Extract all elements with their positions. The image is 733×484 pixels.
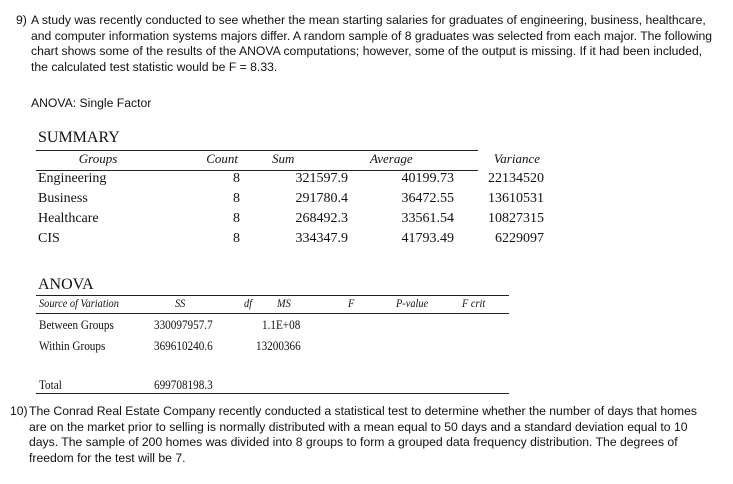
between-groups-label: Between Groups <box>39 317 114 332</box>
count-cell: 8 <box>233 211 240 226</box>
col-variance: Variance <box>493 151 540 166</box>
summary-header-row <box>38 149 544 169</box>
question-10 <box>10 404 710 466</box>
col-ss: SS <box>175 296 186 310</box>
col-f: F <box>348 296 355 310</box>
between-ms: 1.1E+08 <box>262 317 301 332</box>
summary-title: SUMMARY <box>38 129 120 146</box>
between-ss: 330097957.7 <box>154 317 213 332</box>
col-ms: MS <box>277 296 291 310</box>
within-groups-label: Within Groups <box>39 338 106 353</box>
variance-cell: 22134520 <box>488 171 544 186</box>
anova-total-rule <box>36 393 509 394</box>
table-row <box>38 189 544 209</box>
count-cell: 8 <box>233 191 240 206</box>
col-average: Average <box>370 151 413 166</box>
anova-title: ANOVA <box>38 276 94 293</box>
variance-cell: 6229097 <box>495 231 544 246</box>
col-df: df <box>244 296 253 310</box>
count-cell: 8 <box>233 171 240 186</box>
count-cell: 8 <box>233 231 240 246</box>
question-text: The Conrad Real Estate Company recently conducted a statistical test to determine whether the number of days that homes are on the market prior to selling is normally distributed with a mean equal to 50 days and a standard deviation equal to 10 days. The sample of 200 homes was divided into 8 groups to form a grouped data frequency distribution. The degrees of freedom for the test will be 7. <box>29 404 697 465</box>
within-ms: 13200366 <box>256 338 301 353</box>
group-name: Engineering <box>38 171 107 186</box>
col-p-value: P-value <box>396 296 429 310</box>
anova-header-rule <box>36 313 509 314</box>
group-name: Healthcare <box>38 211 99 226</box>
group-name: CIS <box>38 231 60 246</box>
sum-cell: 291780.4 <box>295 191 348 206</box>
sum-cell: 334347.9 <box>295 231 348 246</box>
question-text: A study was recently conducted to see whether the mean starting salaries for graduates of engineering, business, healthcare, and computer information systems majors differ. A random sample of 8 graduates was selected from each major. The following chart shows some of the results of the ANOVA computations; however, some of the output is missing. If it had been included, the calculated test statistic would be F = 8.33. <box>31 13 713 74</box>
col-source-of-variation: Source of Variation <box>39 296 119 310</box>
col-f-crit: F crit <box>462 296 486 310</box>
sum-cell: 321597.9 <box>295 171 348 186</box>
col-sum: Sum <box>272 151 295 166</box>
average-cell: 33561.54 <box>401 211 454 226</box>
group-name: Business <box>38 191 88 206</box>
variance-cell: 13610531 <box>488 191 544 206</box>
average-cell: 40199.73 <box>401 171 454 186</box>
sum-cell: 268492.3 <box>295 211 348 226</box>
col-count: Count <box>206 151 238 166</box>
question-number: 9) <box>16 13 27 27</box>
total-label: Total <box>39 377 62 392</box>
table-row <box>38 169 544 189</box>
table-row <box>38 229 544 249</box>
question-number: 10) <box>10 404 28 418</box>
total-ss: 699708198.3 <box>154 377 213 392</box>
col-groups: Groups <box>78 151 118 166</box>
table-row <box>38 209 544 229</box>
summary-table <box>38 149 544 249</box>
average-cell: 41793.49 <box>401 231 454 246</box>
anova-single-factor-label: ANOVA: Single Factor <box>31 96 152 110</box>
within-ss: 369610240.6 <box>154 338 213 353</box>
question-9 <box>16 13 716 75</box>
variance-cell: 10827315 <box>488 211 544 226</box>
average-cell: 36472.55 <box>401 191 454 206</box>
